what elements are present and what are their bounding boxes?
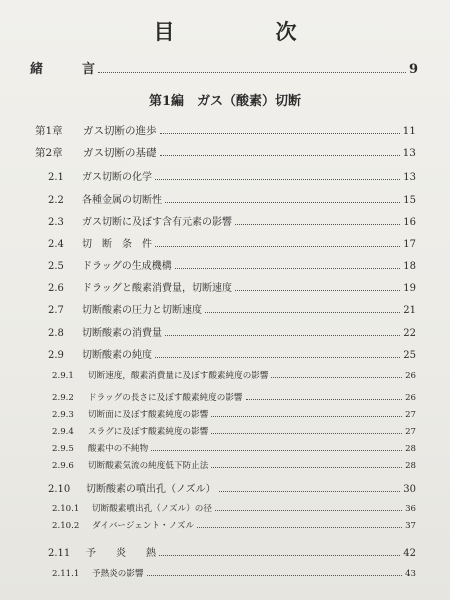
toc-entry-section	[48, 235, 416, 250]
entry-page: 19	[403, 283, 416, 294]
leader-dots	[160, 132, 400, 134]
entry-label: 切断酸素の純度	[82, 350, 152, 361]
entry-page: 42	[403, 548, 416, 559]
entry-number: 2.9.3	[52, 410, 74, 420]
toc-entry-section	[48, 301, 416, 316]
entry-number: 2.6	[48, 283, 64, 294]
toc-entry-subsection	[52, 408, 416, 420]
part-label: 第1編 ガス（酸素）切断	[148, 94, 302, 109]
toc-entry-section	[48, 324, 416, 339]
toc-entry-subsection	[52, 567, 416, 579]
entry-number: 2.9.4	[52, 427, 74, 437]
leader-dots	[246, 398, 403, 400]
leader-dots	[160, 154, 400, 156]
entry-label: 切断速度，酸素消費量に及ぼす酸素純度の影響	[88, 371, 269, 381]
entry-label: 切断酸素の消費量	[82, 328, 162, 339]
entry-label: 予熱炎の影響	[92, 569, 144, 579]
entry-label: 切断酸素の圧力と切断速度	[82, 305, 202, 316]
entry-number: 2.9.5	[52, 444, 74, 454]
toc-entry-subsection	[52, 442, 416, 454]
entry-page: 16	[403, 217, 416, 228]
entry-number: 2.11.1	[52, 569, 80, 579]
toc-entry-section	[48, 544, 416, 559]
entry-label: 各種金属の切断性	[82, 195, 162, 206]
entry-page: 15	[403, 195, 416, 206]
leader-dots	[235, 289, 400, 291]
toc-entry-intro	[30, 58, 418, 77]
leader-dots	[211, 466, 402, 468]
entry-page: 21	[403, 305, 416, 316]
entry-page: 43	[405, 569, 416, 579]
entry-label: ドラッグの生成機構	[82, 261, 172, 272]
leader-dots	[155, 178, 400, 180]
entry-page: 9	[408, 62, 418, 77]
toc-entry-section	[48, 191, 416, 206]
toc-entry-chapter	[35, 145, 416, 160]
entry-label: 切断酸素の噴出孔（ノズル）	[86, 484, 216, 495]
entry-label: ドラッグの長さに及ぼす酸素純度の影響	[88, 393, 243, 403]
leader-dots	[147, 574, 402, 576]
leader-dots	[219, 490, 401, 492]
entry-label: 緒 言	[30, 62, 96, 77]
entry-number: 第2章	[35, 147, 63, 159]
leader-dots	[159, 554, 400, 556]
entry-label: スラグに及ぼす酸素純度の影響	[88, 427, 209, 437]
leader-dots	[165, 201, 400, 203]
entry-number: 2.9.1	[52, 371, 74, 381]
entry-number: 2.10.1	[52, 504, 80, 514]
leader-dots	[151, 449, 402, 451]
leader-dots	[235, 223, 400, 225]
entry-page: 28	[405, 444, 416, 454]
entry-number: 2.4	[48, 239, 64, 250]
part-heading	[0, 90, 450, 109]
entry-page: 22	[403, 328, 416, 339]
entry-number: 2.10.2	[52, 521, 80, 531]
toc-entry-subsection	[52, 519, 416, 531]
toc-entry-chapter	[35, 123, 416, 138]
entry-page: 13	[402, 147, 416, 159]
entry-label: ガス切断に及ぼす含有元素の影響	[82, 217, 232, 228]
entry-page: 25	[403, 350, 416, 361]
entry-label: 酸素中の不純物	[88, 444, 149, 454]
leader-dots	[205, 311, 400, 313]
entry-page: 27	[405, 410, 416, 420]
entry-number: 第1章	[35, 125, 63, 137]
toc-entry-subsection	[52, 425, 416, 437]
entry-page: 26	[405, 371, 416, 381]
entry-number: 2.9	[48, 350, 64, 361]
entry-page: 13	[403, 172, 416, 183]
entry-label: 切 断 条 件	[82, 239, 152, 250]
entry-label: ドラッグと酸素消費量，切断速度	[82, 283, 232, 294]
entry-page: 30	[403, 484, 416, 495]
entry-label: 切断面に及ぼす酸素純度の影響	[88, 410, 209, 420]
entry-number: 2.11	[48, 548, 71, 559]
toc-entry-subsection	[52, 459, 416, 471]
entry-page: 27	[405, 427, 416, 437]
leader-dots	[211, 415, 402, 417]
entry-label: ガス切断の化学	[82, 172, 152, 183]
entry-label: ガス切断の進歩	[83, 125, 157, 137]
entry-number: 2.2	[48, 195, 64, 206]
leader-dots	[155, 356, 400, 358]
leader-dots	[197, 526, 402, 528]
entry-label: 切断酸素噴出孔（ノズル）の径	[92, 504, 212, 514]
entry-page: 36	[405, 504, 416, 514]
entry-number: 2.10	[48, 484, 71, 495]
page-title: 目 次	[153, 19, 337, 44]
toc-entry-section	[48, 213, 416, 228]
toc-entry-subsection	[52, 502, 416, 514]
entry-number: 2.1	[48, 172, 64, 183]
entry-number: 2.8	[48, 328, 64, 339]
leader-dots	[175, 267, 400, 269]
toc-entry-section	[48, 480, 416, 495]
entry-page: 37	[405, 521, 416, 531]
entry-number: 2.9.2	[52, 393, 74, 403]
entry-number: 2.9.6	[52, 461, 74, 471]
toc-entry-section	[48, 279, 416, 294]
entry-number: 2.3	[48, 217, 64, 228]
toc-entry-section	[48, 257, 416, 272]
leader-dots	[165, 334, 400, 336]
entry-label: ガス切断の基礎	[83, 147, 157, 159]
leader-dots	[211, 432, 402, 434]
entry-page: 11	[402, 125, 416, 137]
toc-entry-section	[48, 168, 416, 183]
leader-dots	[215, 509, 402, 511]
toc-entry-section	[48, 346, 416, 361]
entry-label: 切断酸素気流の純度低下防止法	[88, 461, 209, 471]
entry-page: 17	[403, 239, 416, 250]
toc-entry-subsection	[52, 391, 416, 403]
entry-page: 28	[405, 461, 416, 471]
leader-dots	[98, 71, 406, 73]
entry-label: ダイバージェント・ノズル	[92, 521, 195, 531]
leader-dots	[271, 376, 402, 378]
entry-label: 予 炎 熱	[86, 548, 156, 559]
entry-page: 18	[403, 261, 416, 272]
leader-dots	[155, 245, 400, 247]
entry-number: 2.5	[48, 261, 64, 272]
entry-number: 2.7	[48, 305, 64, 316]
entry-page: 26	[405, 393, 416, 403]
toc-entry-subsection	[52, 369, 416, 381]
